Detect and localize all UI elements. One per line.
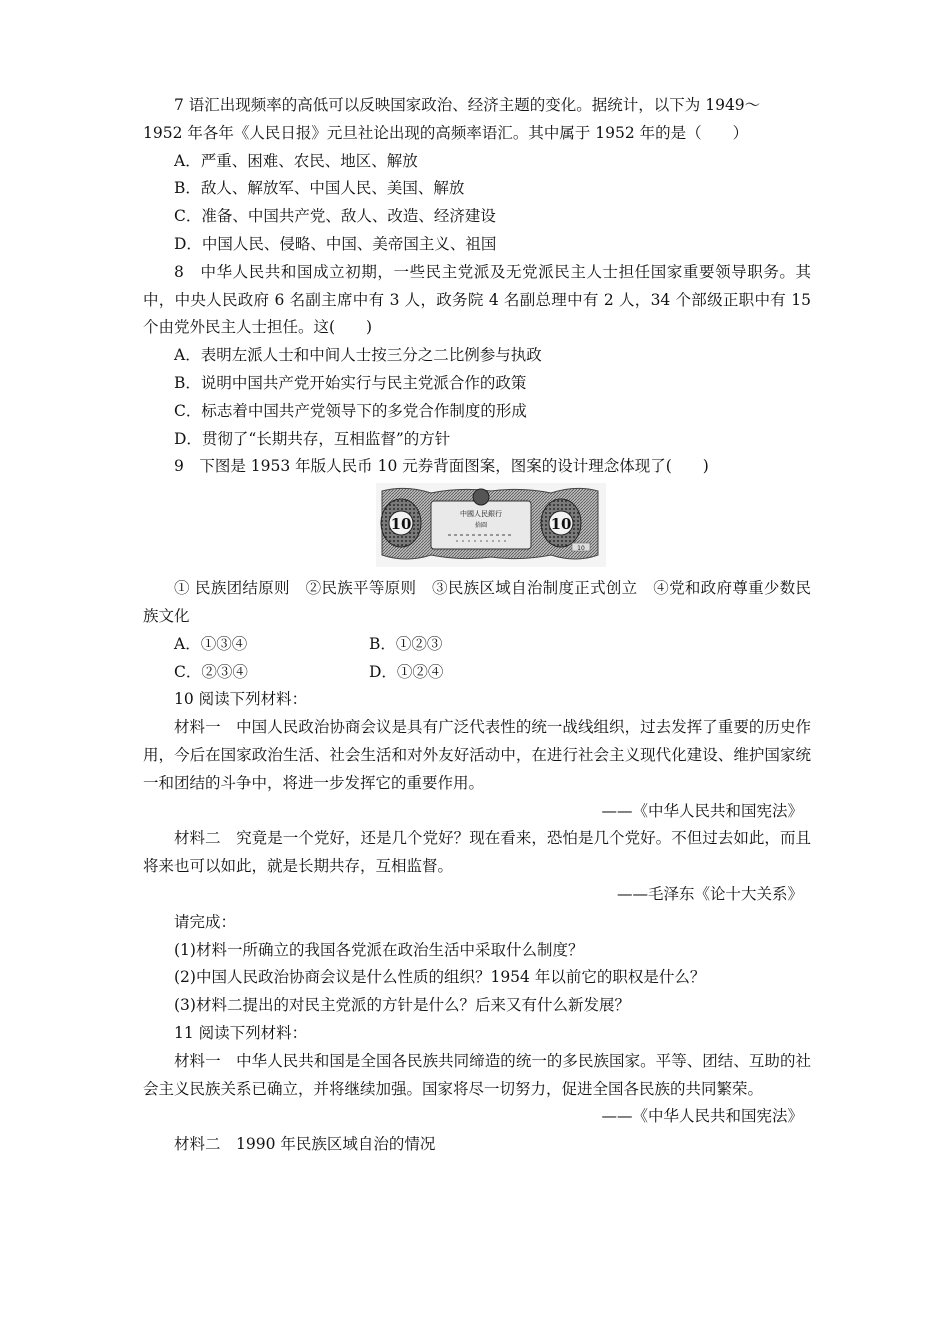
q7-stem-line1: 7 语汇出现频率的高低可以反映国家政治、经济主题的变化。据统计，以下为 1949～ [174,96,761,114]
q10-prompt: 请完成： [174,912,237,931]
q8-option-a: A．表明左派人士和中间人士按三分之二比例参与执政 [174,346,542,365]
q7-option-b: B．敌人、解放军、中国人民、美国、解放 [174,179,465,198]
q9-option-b: B．①②③ [369,634,443,653]
q9-option-c: C．②③④ [174,662,248,681]
national-emblem-icon [473,489,489,505]
q10-question-3: (3)材料二提出的对民主党派的方针是什么？后来又有什么新发展？ [174,996,630,1015]
q10-source2: ——毛泽东《论十大关系》 [616,884,803,903]
q10-material2: 材料二 究竟是一个党好，还是几个党好？现在看来，恐怕是几个党好。不但过去如此，而且将来也可以如此，就是长期共存，互相监督。 [143,829,811,876]
value-text: 拾圓 [474,522,488,530]
q11-material1: 材料一 中华人民共和国是全国各民族共同缔造的统一的多民族国家。平等、团结、互助的社会主义民族关系已确立，并将继续加强。国家将尽一切努力，促进全国各民族的共同繁荣。 [143,1051,811,1098]
q10-material1: 材料一 中国人民政治协商会议是具有广泛代表性的统一战线组织，过去发挥了重要的历史作用，今后在国家政治生活、社会生活和对外友好活动中，在进行社会主义现代化建设、维护国家统一和团结的斗争中，将进一步发挥它的重要作用。 [143,718,811,792]
q9-options-row2 [143,659,811,687]
q7-option-d: D．中国人民、侵略、中国、美帝国主义、祖国 [174,234,497,253]
q7-option-a: A．严重、困难、农民、地区、解放 [174,151,418,170]
q8-option-b: B．说明中国共产党开始实行与民主党派合作的政策 [174,373,527,392]
q10-intro: 10 阅读下列材料： [174,690,308,709]
q9-option-a: A．①③④ [174,634,248,653]
q11-material2: 材料二 1990 年民族区域自治的情况 [174,1135,436,1154]
q11-source1: ——《中华人民共和国宪法》 [601,1107,803,1126]
q9-stem: 9 下图是 1953 年版人民币 10 元券背面图案，图案的设计理念体现了( ) [174,457,709,476]
q8-option-d: D．贯彻了“长期共存，互相监督”的方针 [174,429,451,448]
q8-stem: 8 中华人民共和国成立初期，一些民主党派及无党派民主人士担任国家重要领导职务。其中，中央人民政府 6 名副主席中有 3 人，政务院 4 名副总理中有 2 人，34 个部级正职中有 15 个由党外民主人士担任。这( ) [143,262,816,337]
q10-question-1: (1)材料一所确立的我国各党派在政治生活中采取什么制度？ [174,940,584,959]
banknote-image [376,483,606,567]
banknote-figure [143,483,811,569]
q7-option-c: C．准备、中国共产党、敌人、改造、经济建设 [174,207,496,226]
q9-option-d: D．①②④ [369,662,444,681]
q9-items: ① 民族团结原则 ②民族平等原则 ③民族区域自治制度正式创立 ④党和政府尊重少数民族文化 [143,579,811,625]
q7-stem-line2: 1952 年各年《人民日报》元旦社论出现的高频率语汇。其中属于 1952 年的是（ ） [143,123,749,142]
q9-options-row1 [143,631,811,659]
denomination-left: 10 [390,515,412,534]
q8-option-c: C．标志着中国共产党领导下的多党合作制度的形成 [174,401,527,420]
q10-question-2: (2)中国人民政治协商会议是什么性质的组织？1954 年以前它的职权是什么？ [174,968,706,987]
small-note-label: 10 [577,545,585,553]
bank-name-text: 中國人民銀行 [460,510,502,519]
q10-source1: ——《中华人民共和国宪法》 [601,801,803,820]
denomination-right: 10 [550,515,572,534]
document-content [143,92,816,1159]
q11-intro: 11 阅读下列材料： [174,1023,308,1042]
